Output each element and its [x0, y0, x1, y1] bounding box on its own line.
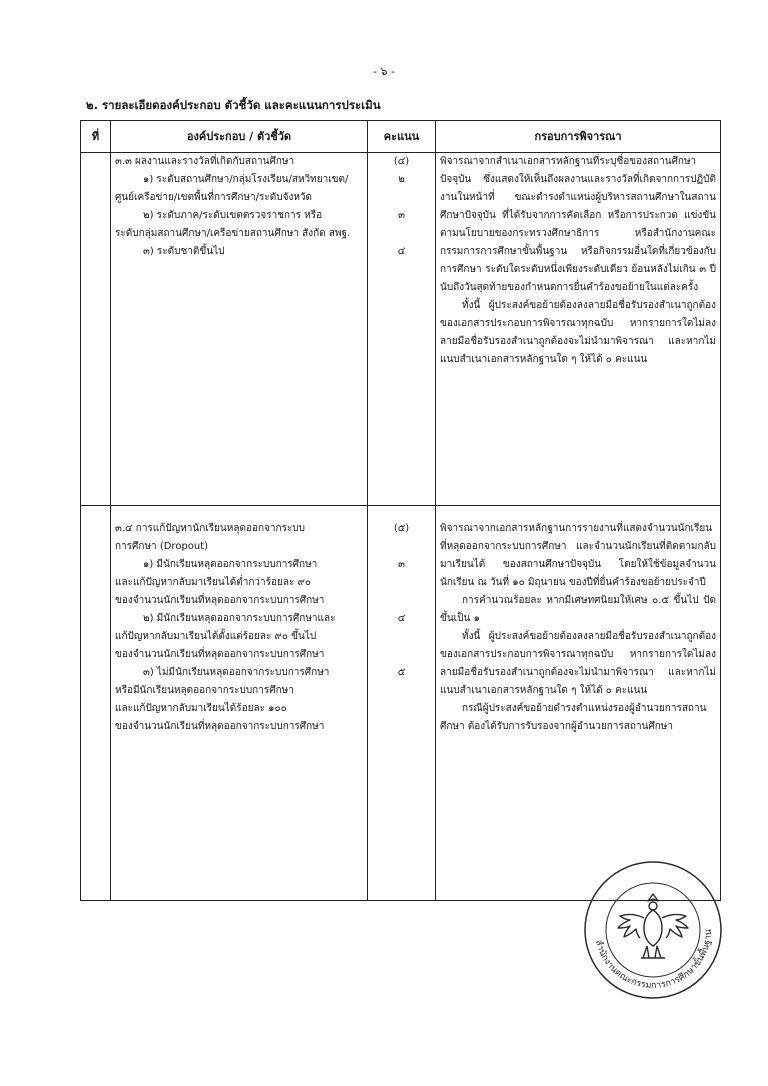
component-item-line: ของจำนวนนักเรียนที่หลุดออกจากระบบการศึกษา — [115, 649, 325, 660]
item-score: ๔ — [397, 613, 406, 624]
criteria-cell — [436, 506, 721, 901]
total-score: (๔) — [393, 156, 410, 167]
criteria-paragraph: พิจารณาจากสำเนาเอกสารหลักฐานที่ระบุชื่อของสถานศึกษาปัจจุบัน ซึ่งแสดงให้เห็นถึงผลงานและรางวัลที่เกิดจากการปฏิบัติงานในหน้าที่ ขณะดำรงตำแหน่งผู้บริหารสถานศึกษาในสถานศึกษาปัจจุบัน ที่ได้รับจากการคัดเลือก หรือการประกวด แข่งขัน ตามนโยบายของกระทรวงศึกษาธิการ หรือสำนักงานคณะกรรมการการศึกษาขั้นพื้นฐาน หรือกิจกรรมอื่นใดที่เกี่ยวข้องกับการศึกษา ระดับใดระดับหนึ่งเพียงระดับเดียว ย้อนหลังไม่เกิน ๓ ปี นับถึงวันสุดท้ายของกำหนดการยื่นคำร้องขอย้ายในแต่ละครั้ง — [440, 156, 716, 293]
table-header-row — [81, 121, 721, 153]
item-score: ๕ — [397, 667, 406, 678]
criteria-paragraph: การคำนวณร้อยละ หากมีเศษทศนิยมให้เศษ ๐.๕ ขึ้นไป ปัดขึ้นเป็น ๑ — [440, 595, 716, 624]
component-item-line: ๑) มีนักเรียนหลุดออกจากระบบการศึกษา — [143, 559, 318, 570]
criteria-cell — [436, 153, 721, 506]
component-item-line: ๓) ไม่มีนักเรียนหลุดออกจากระบบการศึกษา — [143, 667, 330, 678]
component-item-line: ๓) ระดับชาติขึ้นไป — [143, 246, 225, 257]
component-title: การศึกษา (Dropout) — [115, 541, 209, 552]
component-item-line: ของจำนวนนักเรียนที่หลุดออกจากระบบการศึกษา — [115, 721, 325, 732]
header-score: คะแนน — [368, 121, 436, 153]
row-number — [81, 153, 111, 506]
total-score: (๕) — [393, 523, 410, 534]
component-item-line: แก้ปัญหากลับมาเรียนได้ตั้งแต่ร้อยละ ๙๐ ขึ้นไป — [115, 631, 317, 642]
component-item-line: ศูนย์เครือข่าย/เขตพื้นที่การศึกษา/ระดับจังหวัด — [115, 192, 313, 203]
item-score: ๒ — [398, 174, 405, 185]
item-score: ๓ — [398, 559, 405, 570]
header-criteria: กรอบการพิจารณา — [436, 121, 721, 153]
item-score: ๓ — [398, 210, 405, 221]
component-item-line: ๑) ระดับสถานศึกษา/กลุ่มโรงเรียน/สหวิทยาเขต/ — [143, 174, 349, 185]
criteria-paragraph: กรณีผู้ประสงค์ขอย้ายดำรงตำแหน่งรองผู้อำนวยการสถานศึกษา ต้องได้รับการรับรองจากผู้อำนวยการสถานศึกษา — [440, 703, 707, 732]
row-number — [81, 506, 111, 901]
svg-text:สำนักงานคณะกรรมการการศึกษาขั้น: สำนักงานคณะกรรมการการศึกษาขั้นพื้นฐาน — [592, 929, 715, 992]
component-item-line: และแก้ปัญหากลับมาเรียนได้ร้อยละ ๑๐๐ — [115, 703, 287, 714]
component-item-line: ระดับกลุ่มสถานศึกษา/เครือข่ายสถานศึกษา สังกัด สพฐ. — [115, 228, 351, 239]
component-title: ๓.๓ ผลงานและรางวัลที่เกิดกับสถานศึกษา — [115, 156, 295, 167]
header-no: ที่ — [81, 121, 111, 153]
component-cell — [111, 506, 368, 901]
component-item-line: ๒) ระดับภาค/ระดับเขตตรวจราชการ หรือ — [143, 210, 323, 221]
criteria-paragraph: พิจารณาจากเอกสารหลักฐานการรายงานที่แสดงจำนวนนักเรียนที่หลุดออกจากระบบการศึกษา และจำนวนนักเรียนที่ติดตามกลับมาเรียนได้ ของสถานศึกษาปัจจุบัน โดยให้ใช้ข้อมูลจำนวนนักเรียน ณ วันที่ ๑๐ มิถุนายน ของปีที่ยื่นคำร้องขอย้ายประจำปี — [440, 523, 716, 588]
criteria-table — [80, 120, 721, 901]
component-item-line: และแก้ปัญหากลับมาเรียนได้ต่ำกว่าร้อยละ ๙๐ — [115, 577, 312, 588]
component-item-line: ๒) มีนักเรียนหลุดออกจากระบบการศึกษาและ — [143, 613, 336, 624]
section-heading: ๒. รายละเอียดองค์ประกอบ ตัวชี้วัด และคะแนนการประเมิน — [86, 98, 381, 112]
criteria-paragraph: ทั้งนี้ ผู้ประสงค์ขอย้ายต้องลงลายมือชื่อรับรองสำเนาถูกต้องของเอกสารประกอบการพิจารณาทุกฉบับ หากรายการใดไม่ลงลายมือชื่อรับรองสำเนาถูกต้องจะไม่นำมาพิจารณา และหากไม่แนบสำเนาเอกสารหลักฐานใด ๆ ให้ได้ ๐ คะแนน — [440, 631, 716, 696]
component-item-line: ของจำนวนนักเรียนที่หลุดออกจากระบบการศึกษา — [115, 595, 325, 606]
score-cell — [368, 506, 436, 901]
table-row — [81, 153, 721, 506]
table-row — [81, 506, 721, 901]
garuda-seal-icon — [583, 860, 723, 1000]
criteria-paragraph: ทั้งนี้ ผู้ประสงค์ขอย้ายต้องลงลายมือชื่อรับรองสำเนาถูกต้องของเอกสารประกอบการพิจารณาทุกฉบับ หากรายการใดไม่ลงลายมือชื่อรับรองสำเนาถูกต้องจะไม่นำมาพิจารณา และหากไม่แนบสำเนาเอกสารหลักฐานใด ๆ ให้ได้ ๐ คะแนน — [440, 300, 716, 365]
component-item-line: หรือมีนักเรียนหลุดออกจากระบบการศึกษา — [115, 685, 294, 696]
page-number: - ๖ - — [373, 65, 395, 78]
garuda-emblem-icon — [618, 894, 688, 958]
header-component: องค์ประกอบ / ตัวชี้วัด — [111, 121, 368, 153]
item-score: ๔ — [397, 246, 406, 257]
component-title: ๓.๔ การแก้ปัญหานักเรียนหลุดออกจากระบบ — [115, 523, 305, 534]
score-cell — [368, 153, 436, 506]
component-cell — [111, 153, 368, 506]
